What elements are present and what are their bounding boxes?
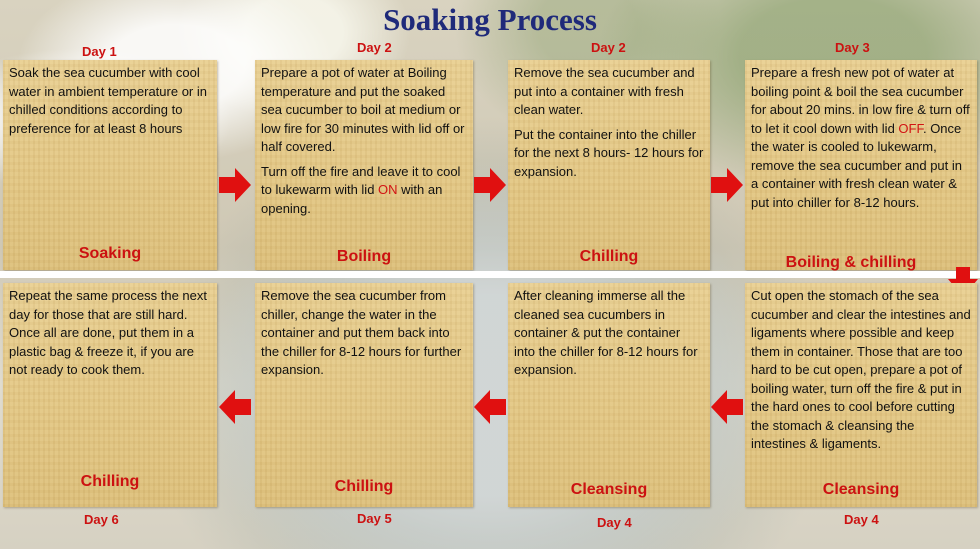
left-arrow-icon bbox=[474, 390, 506, 424]
step-text: Remove the sea cucumber and put into a container with fresh clean water. bbox=[514, 65, 695, 117]
right-arrow-icon bbox=[711, 168, 743, 202]
step-card-chilling-2 bbox=[255, 283, 473, 507]
page-title: Soaking Process bbox=[383, 2, 597, 37]
step-label: Cleansing bbox=[822, 481, 900, 498]
step-text: Repeat the same process the next day for those that are still hard. Once all are done, put them in a plastic bag & freeze it, if you are not ready to cook them. bbox=[9, 288, 208, 377]
day-label-2a: Day 2 bbox=[357, 40, 392, 55]
step-label: Chilling bbox=[334, 478, 394, 495]
day-label-6: Day 6 bbox=[84, 512, 119, 527]
day-label-2b: Day 2 bbox=[591, 40, 626, 55]
step-label: Chilling bbox=[80, 473, 140, 490]
day-label-4b: Day 4 bbox=[844, 512, 879, 527]
step-label: Soaking bbox=[78, 245, 142, 262]
step-card-chilling-1 bbox=[508, 60, 710, 270]
day-label-3: Day 3 bbox=[835, 40, 870, 55]
step-card-cleansing-2 bbox=[508, 283, 710, 507]
step-card-boiling-chilling bbox=[745, 60, 977, 270]
step-text: Remove the sea cucumber from chiller, change the water in the container and put them back into the chiller for 8-12 hours for further expansion. bbox=[261, 288, 462, 377]
day-label-1: Day 1 bbox=[82, 44, 117, 59]
step-card-chilling-final bbox=[3, 283, 217, 507]
day-label-5: Day 5 bbox=[357, 511, 392, 526]
step-text: After cleaning immerse all the cleaned sea cucumbers in container & put the container into the chiller for 8-12 hours for expansion. bbox=[514, 288, 698, 377]
lid-off-text: OFF bbox=[898, 120, 923, 136]
step-label: Boiling & chilling bbox=[785, 254, 917, 271]
step-card-soaking bbox=[3, 60, 217, 270]
step-label: Cleansing bbox=[570, 481, 648, 498]
row-divider bbox=[0, 271, 980, 278]
step-text: Cut open the stomach of the sea cucumber and clear the intestines and ligaments where possible and keep them in container. Those that are too hard to be cut open, prepare a pot of boiling water, turn off the fire & put in the hard ones to cool before cutting the stomach & cleansing the intestines & ligaments. bbox=[751, 288, 971, 451]
step-text-2: Turn off the fire and leave it to cool to lukewarm with lid ON with an opening. bbox=[261, 163, 461, 216]
left-arrow-icon bbox=[219, 390, 251, 424]
step-label: Chilling bbox=[579, 248, 639, 265]
step-card-cleansing-1 bbox=[745, 283, 977, 507]
left-arrow-icon bbox=[711, 390, 743, 424]
right-arrow-icon bbox=[219, 168, 251, 202]
step-label: Boiling bbox=[336, 248, 392, 265]
step-text: Soak the sea cucumber with cool water in ambient temperature or in chilled conditions according to preference for at least 8 hours bbox=[9, 65, 207, 136]
lid-on-text: ON bbox=[378, 182, 398, 197]
step-text: Prepare a fresh new pot of water at boiling point & boil the sea cucumber for about 20 mins. in low fire & turn off to let it cool down with lid OFF. Once the water is cooled to lukewarm, remove the sea cucumber and put in a container with fresh clean water & put into chiller for 8-12 hours. bbox=[751, 65, 970, 210]
day-label-4a: Day 4 bbox=[597, 515, 632, 530]
step-text-2: Put the container into the chiller for the next 8 hours- 12 hours for expansion. bbox=[514, 126, 704, 179]
step-text: Prepare a pot of water at Boiling temperature and put the soaked sea cucumber to boil at medium or low fire for 30 minutes with lid off or half covered. bbox=[261, 65, 465, 154]
step-card-boiling bbox=[255, 60, 473, 270]
right-arrow-icon bbox=[474, 168, 506, 202]
